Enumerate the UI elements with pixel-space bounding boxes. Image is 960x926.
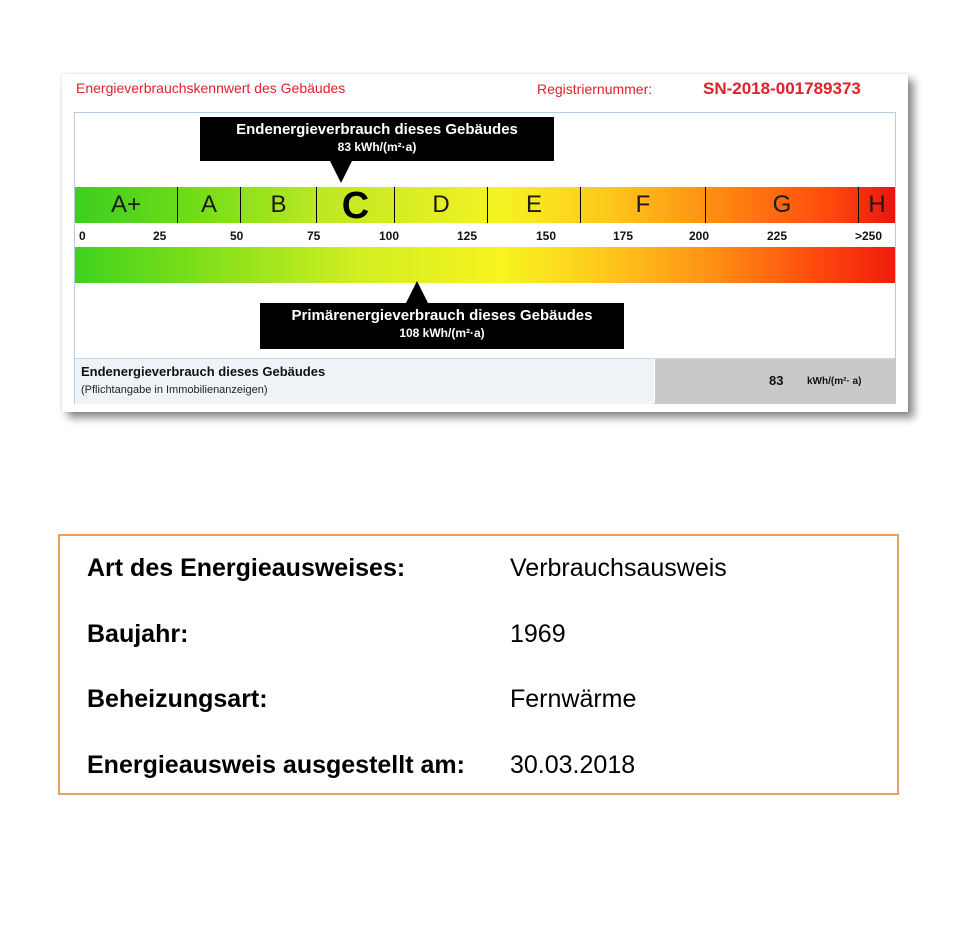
scale-tick: 200 xyxy=(689,229,710,243)
scale-tick: 175 xyxy=(613,229,634,243)
registration-number: SN-2018-001789373 xyxy=(703,79,861,98)
scale-tick: >250 xyxy=(855,229,883,243)
scale-tick: 125 xyxy=(457,229,478,243)
detail-label: Art des Energieausweises: xyxy=(87,554,406,582)
detail-value: 30.03.2018 xyxy=(510,751,636,779)
scale-tick: 50 xyxy=(230,229,244,243)
scale-tick: 25 xyxy=(153,229,167,243)
energy-scale-panel xyxy=(74,112,896,404)
footer-unit: kWh/(m²· a) xyxy=(807,376,862,387)
primary-energy-pointer-icon xyxy=(406,281,428,303)
class-h: H xyxy=(858,187,895,223)
class-f: F xyxy=(580,187,705,223)
registration-label: Registriernummer: xyxy=(537,81,653,97)
footer-value-cell xyxy=(655,358,895,404)
energy-card-title: Energieverbrauchskennwert des Gebäudes xyxy=(76,80,346,96)
class-g: G xyxy=(705,187,858,223)
energy-certificate-card xyxy=(62,74,908,412)
certificate-details-box xyxy=(58,534,899,795)
class-e: E xyxy=(487,187,580,223)
primary-energy-callout-value: 108 kWh/(m²·a) xyxy=(399,326,485,340)
scale-tick: 75 xyxy=(307,229,321,243)
primary-energy-callout-title: Primärenergieverbrauch dieses Gebäudes xyxy=(291,307,593,324)
detail-label: Baujahr: xyxy=(87,620,189,648)
detail-label: Energieausweis ausgestellt am: xyxy=(87,751,465,779)
detail-value: 1969 xyxy=(510,620,566,648)
end-energy-callout-title: Endenergieverbrauch dieses Gebäudes xyxy=(236,121,518,138)
scale-tick: 150 xyxy=(536,229,557,243)
footer-note: (Pflichtangabe in Immobilienanzeigen) xyxy=(81,384,268,396)
energy-gradient-bar xyxy=(75,247,895,283)
footer-value: 83 xyxy=(769,373,784,388)
end-energy-callout xyxy=(200,117,554,161)
footer-label: Endenergieverbrauch dieses Gebäudes xyxy=(81,364,326,379)
detail-value: Verbrauchsausweis xyxy=(510,554,727,582)
end-energy-callout-value: 83 kWh/(m²·a) xyxy=(337,140,417,154)
scale-tick: 100 xyxy=(379,229,400,243)
class-b: B xyxy=(240,187,316,223)
scale-tick: 225 xyxy=(767,229,788,243)
class-c-active: C xyxy=(316,187,394,223)
primary-energy-callout xyxy=(260,303,624,349)
detail-label: Beheizungsart: xyxy=(87,685,268,713)
class-a-plus: A+ xyxy=(110,191,142,218)
energy-class-scale xyxy=(75,185,895,227)
footer-label-cell xyxy=(75,358,654,404)
class-a: A xyxy=(177,187,240,223)
end-energy-pointer-icon xyxy=(330,161,352,183)
class-d: D xyxy=(394,187,487,223)
scale-tick: 0 xyxy=(79,229,86,243)
detail-value: Fernwärme xyxy=(510,685,637,713)
